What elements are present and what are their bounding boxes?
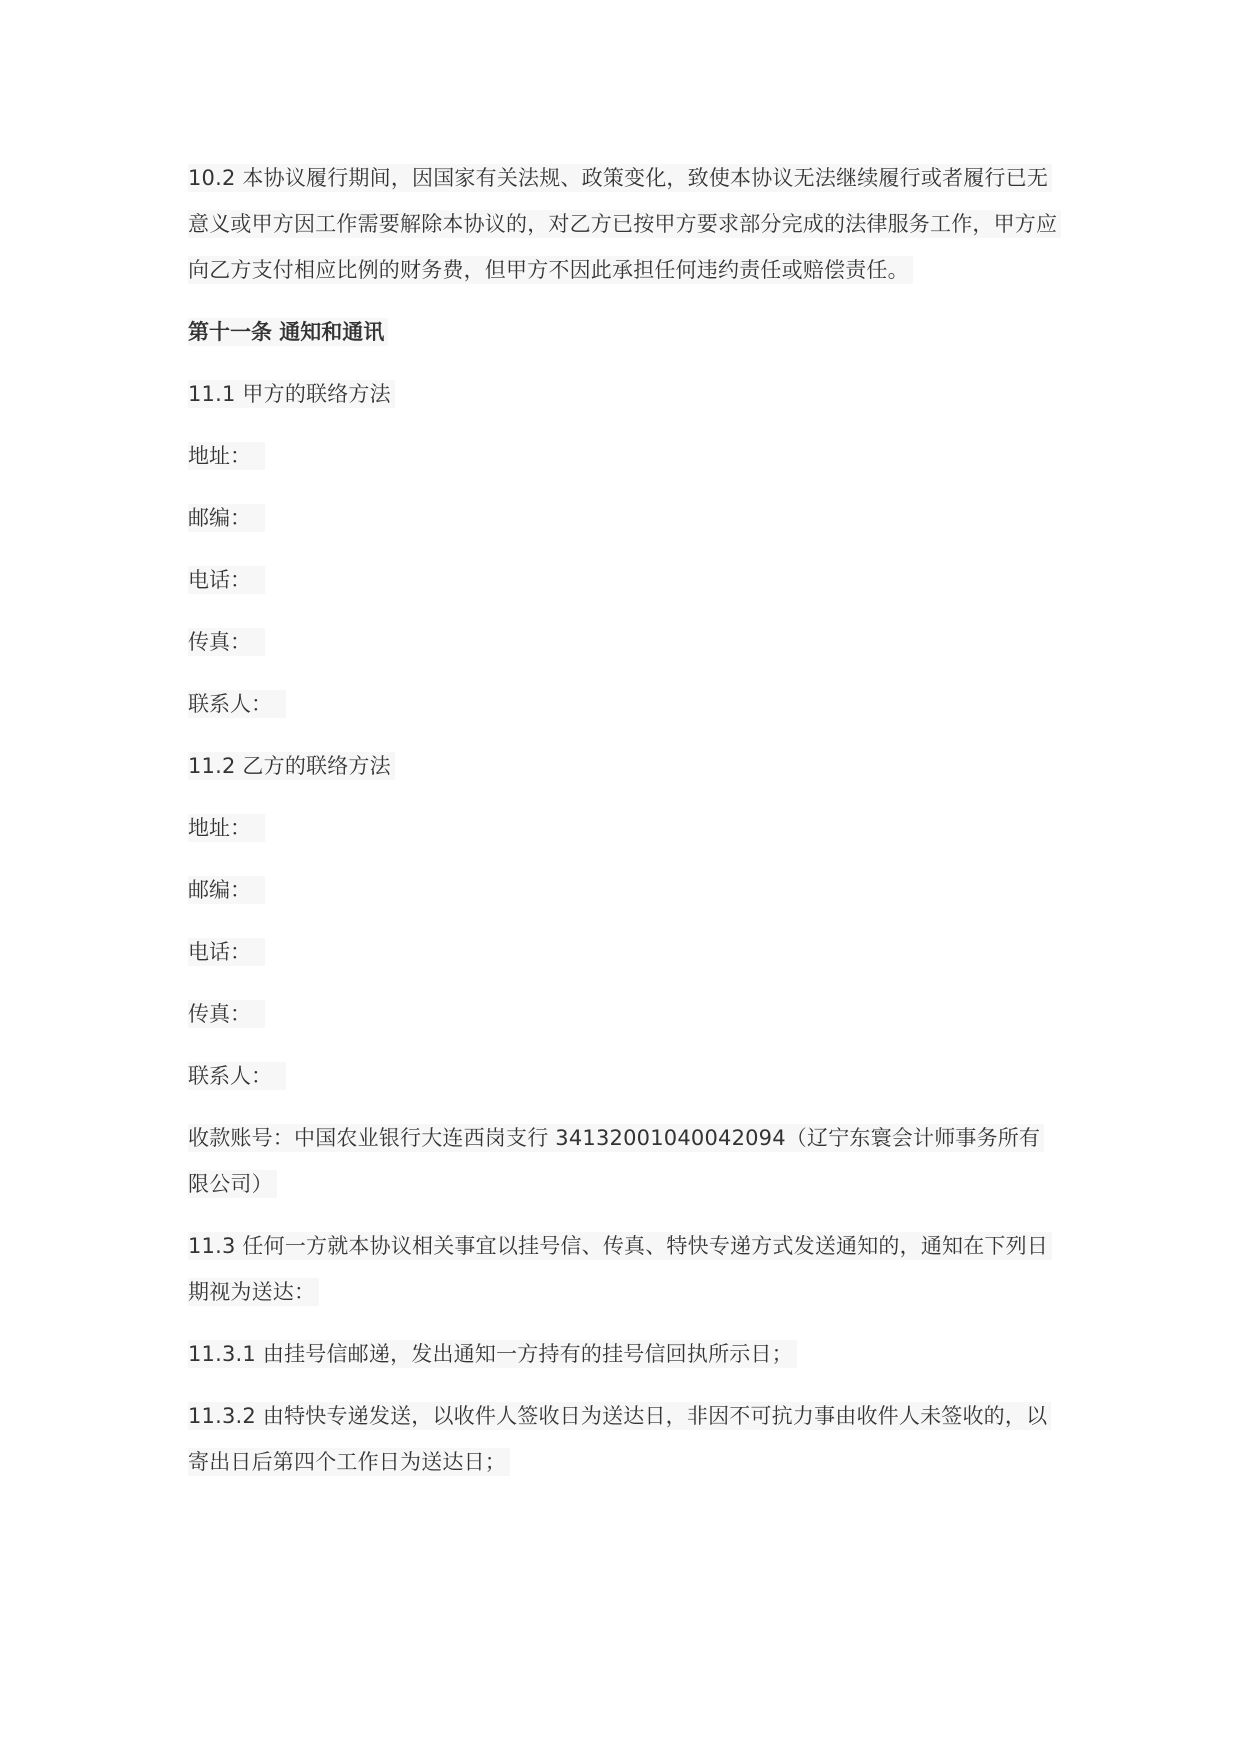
party-a-phone-field	[188, 557, 1058, 603]
party-a-heading-text: 11.1 甲方的联络方法	[188, 380, 395, 408]
party-b-postcode-label: 邮编：	[188, 876, 265, 904]
party-a-postcode-field	[188, 495, 1058, 541]
party-b-postcode-field	[188, 867, 1058, 913]
party-a-postcode-label: 邮编：	[188, 504, 265, 532]
party-b-contact-field	[188, 1053, 1058, 1099]
party-b-account-text: 收款账号：中国农业银行大连西岗支行 34132001040042094（辽宁东寰会计师事务所有限公司）	[188, 1124, 1044, 1198]
party-a-address-field	[188, 433, 1058, 479]
party-a-heading	[188, 371, 1058, 417]
party-a-contact-field	[188, 681, 1058, 727]
party-a-address-label: 地址：	[188, 442, 265, 470]
party-b-contact-label: 联系人：	[188, 1062, 286, 1090]
party-b-heading	[188, 743, 1058, 789]
party-b-phone-label: 电话：	[188, 938, 265, 966]
party-b-phone-field	[188, 929, 1058, 975]
clause-11-3-1	[188, 1331, 1058, 1377]
clause-10-2-text: 10.2 本协议履行期间，因国家有关法规、政策变化，致使本协议无法继续履行或者履行已无意义或甲方因工作需要解除本协议的，对乙方已按甲方要求部分完成的法律服务工作，甲方应向乙方支付相应比例的财务费，但甲方不因此承担任何违约责任或赔偿责任。	[188, 164, 1061, 284]
party-a-fax-field	[188, 619, 1058, 665]
document-page	[188, 155, 1058, 1501]
party-a-fax-label: 传真：	[188, 628, 265, 656]
clause-11-3	[188, 1223, 1058, 1315]
party-b-address-label: 地址：	[188, 814, 265, 842]
article-11-title-text: 第十一条 通知和通讯	[188, 318, 388, 346]
party-b-heading-text: 11.2 乙方的联络方法	[188, 752, 395, 780]
party-b-address-field	[188, 805, 1058, 851]
clause-11-3-2-text: 11.3.2 由特快专递发送，以收件人签收日为送达日，非因不可抗力事由收件人未签收的，以寄出日后第四个工作日为送达日；	[188, 1402, 1051, 1476]
party-a-phone-label: 电话：	[188, 566, 265, 594]
clause-10-2	[188, 155, 1058, 293]
article-11-title	[188, 309, 1058, 355]
clause-11-3-2	[188, 1393, 1058, 1485]
party-b-account	[188, 1115, 1058, 1207]
party-a-contact-label: 联系人：	[188, 690, 286, 718]
party-b-fax-label: 传真：	[188, 1000, 265, 1028]
clause-11-3-text: 11.3 任何一方就本协议相关事宜以挂号信、传真、特快专递方式发送通知的，通知在下列日期视为送达：	[188, 1232, 1052, 1306]
clause-11-3-1-text: 11.3.1 由挂号信邮递，发出通知一方持有的挂号信回执所示日；	[188, 1340, 797, 1368]
party-b-fax-field	[188, 991, 1058, 1037]
